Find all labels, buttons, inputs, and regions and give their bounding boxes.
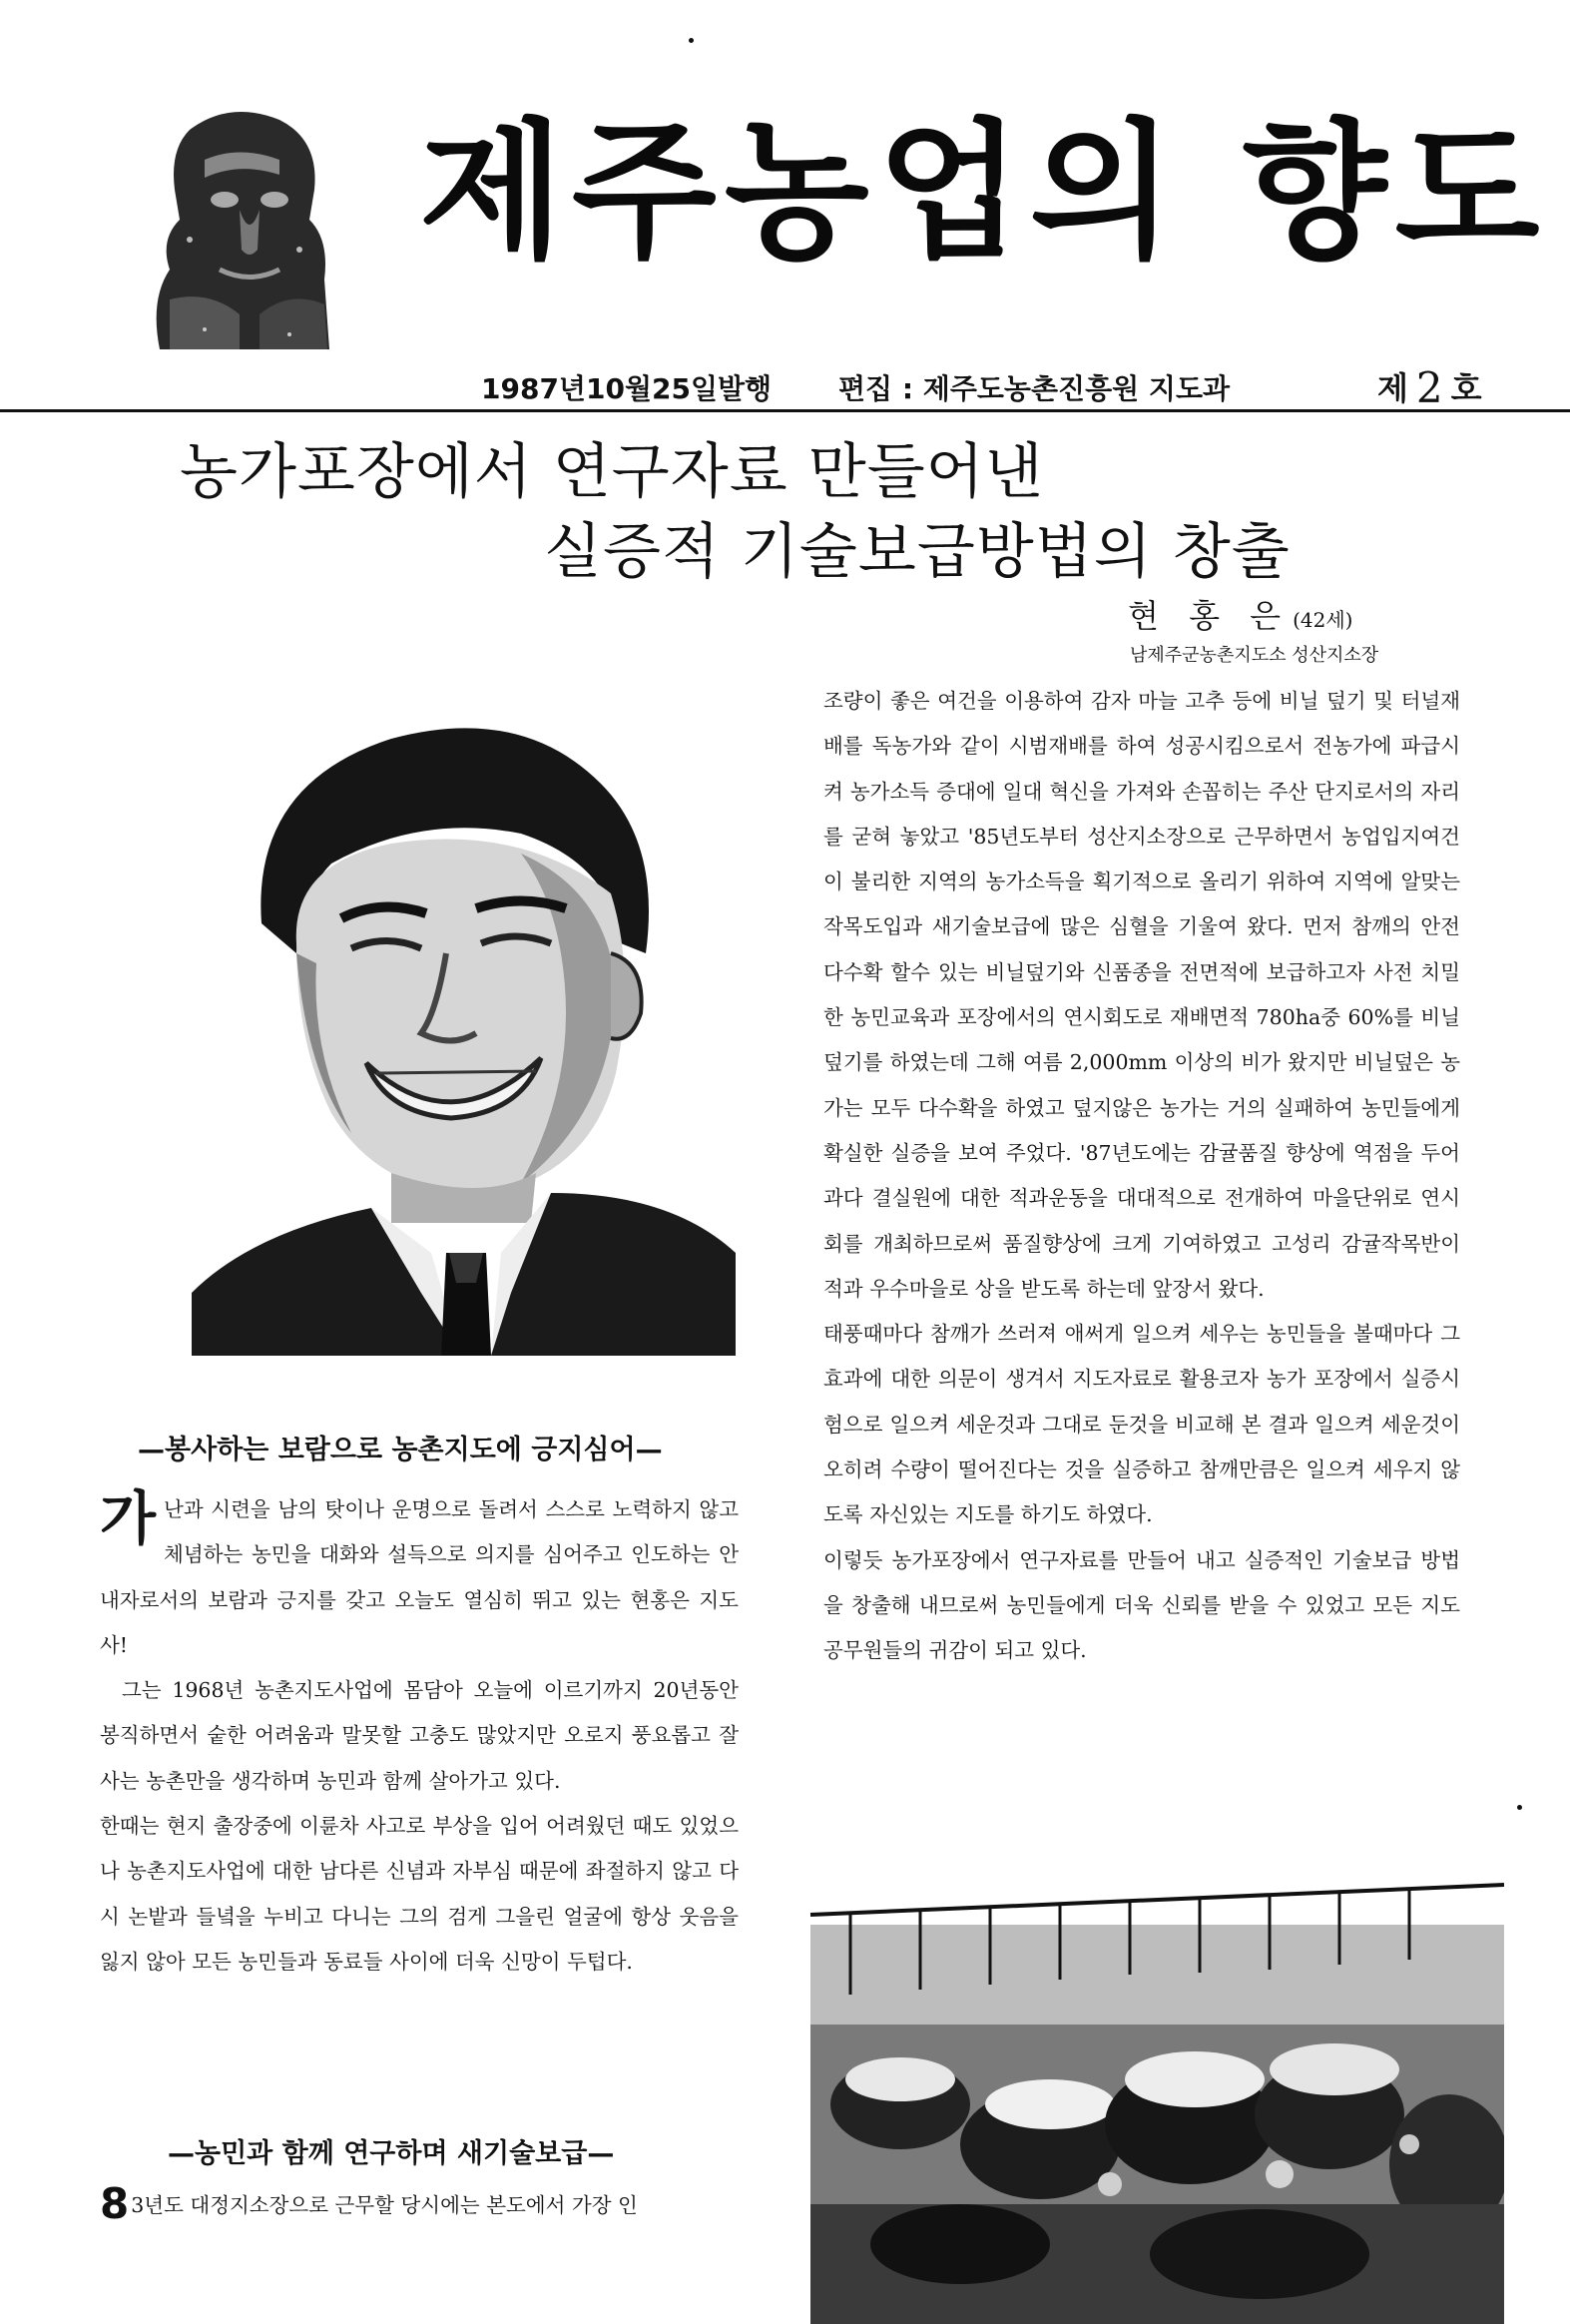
byline-age: (42세): [1293, 608, 1353, 632]
dropcap: 가: [100, 1484, 157, 1552]
issue-bar: [0, 361, 1570, 412]
portrait-photo: [192, 694, 736, 1356]
left-column-text: [100, 1484, 739, 1985]
left-paragraph-3: 한때는 현지 출장중에 이륜차 사고로 부상을 입어 어려웠던 때도 있었으나 농촌지도사업에 대한 남다른 신념과 자부심 때문에 좌절하지 않고 다시 논밭과 들녘을 누비고 다니는 그의 검게 그을린 얼굴에 항상 웃음을 잃지 않아 모든 농민들과 동료들 사이에 더욱 신망이 두텁다.: [100, 1814, 739, 1974]
right-column-text: [823, 679, 1460, 1674]
masthead-rule: [0, 409, 1570, 412]
big-initial-8: 8: [100, 2181, 130, 2228]
byline-person: 현 홍 은: [1128, 597, 1292, 635]
left-paragraph-1: [100, 1484, 739, 1668]
right-paragraph-1: 조량이 좋은 여건을 이용하여 감자 마늘 고추 등에 비닐 덮기 및 터널재배를 독농가와 같이 시범재배를 하여 성공시킴으로서 전농가에 파급시켜 농가소득 증대에 일대 혁신을 가져와 손꼽히는 주산 단지로서의 자리를 굳혀 놓았고 '85년도부터 성산지소장으로 근무하면서 농업입지여건이 불리한 지역의 농가소득을 획기적으로 올리기 위하여 지역에 알맞는 작목도입과 새기술보급에 많은 심혈을 기울여 왔다. 먼저 참깨의 안전 다수확 할수 있는 비닐덮기와 신품종을 전면적에 보급하고자 사전 치밀한 농민교육과 포장에서의 연시회도로 재배면적 780ha중 60%를 비닐덮기를 하였는데 그해 여름 2,000mm 이상의 비가 왔지만 비닐덮은 농가는 모두 다수확을 하였고 덮지않은 농가는 거의 실패하여 농민들에게 확실한 실증을 보여 주었다. '87년도에는 감귤품질 향상에 역점을 두어 과다 결실원에 대한 적과운동을 대대적으로 전개하여 마을단위로 연시회를 개최하므로써 품질향상에 크게 기여하였고 고성리 감귤작목반이 적과 우수마을로 상을 받도록 하는데 앞장서 왔다.: [823, 689, 1460, 1301]
right-paragraph-3: 이렇듯 농가포장에서 연구자료를 만들어 내고 실증적인 기술보급 방법을 창출해 내므로써 농민들에게 더욱 신뢰를 받을 수 있었고 모든 지도 공무원들의 귀감이 되고 있다.: [823, 1547, 1460, 1663]
byline-org: 남제주군농촌지도소 성산지소장: [1130, 645, 1379, 666]
issue-number: [1377, 363, 1482, 412]
section-heading-2: —농민과 함께 연구하며 새기술보급—: [168, 2138, 615, 2169]
issue-date: 1987년10월25일발행: [481, 372, 773, 405]
field-photo: [810, 1865, 1504, 2324]
print-speck: [689, 38, 694, 43]
byline-name: [1128, 591, 1352, 637]
left-paragraph-1-text: 난과 시련을 남의 탓이나 운명으로 돌려서 스스로 노력하지 않고 체념하는 농민을 대화와 설득으로 의지를 심어주고 인도하는 안내자로서의 보람과 긍지를 갖고 오늘도 열심히 뛰고 있는 현홍은 지도사!: [100, 1497, 739, 1657]
dolharubang-logo: [130, 100, 359, 349]
headline-line-2: 실증적 기술보급방법의 창출: [544, 517, 1291, 587]
left-paragraph-4-text: 3년도 대정지소장으로 근무할 당시에는 본도에서 가장 인: [131, 2193, 638, 2217]
masthead-title: 제주농업의 향도: [419, 106, 1548, 280]
issue-editor: 편집 : 제주도농촌진흥원 지도과: [838, 372, 1231, 405]
print-speck: [1517, 1805, 1522, 1810]
section-heading-1: —봉사하는 보람으로 농촌지도에 긍지심어—: [138, 1435, 663, 1465]
right-paragraph-2: 태풍때마다 참깨가 쓰러져 애써게 일으켜 세우는 농민들을 볼때마다 그 효과에 대한 의문이 생겨서 지도자료로 활용코자 농가 포장에서 실증시험으로 일으켜 세운것과 그대로 둔것을 비교해 본 결과 일으켜 세운것이 오히려 수량이 떨어진다는 것을 실증하고 참깨만큼은 일으켜 세우지 않도록 자신있는 지도를 하기도 하였다.: [823, 1322, 1460, 1527]
headline-line-1: 농가포장에서 연구자료 만들어낸: [180, 437, 1044, 507]
issue-number-value: 2: [1415, 363, 1443, 412]
left-paragraph-2: 그는 1968년 농촌지도사업에 몸담아 오늘에 이르기까지 20년동안 봉직하면서 숱한 어려움과 말못할 고충도 많았지만 오로지 풍요롭고 잘사는 농촌만을 생각하며 농민과 함께 살아가고 있다.: [100, 1678, 739, 1793]
issue-suffix: 호: [1450, 369, 1482, 407]
left-paragraph-4: [100, 2181, 739, 2228]
issue-prefix: 제: [1377, 369, 1408, 407]
